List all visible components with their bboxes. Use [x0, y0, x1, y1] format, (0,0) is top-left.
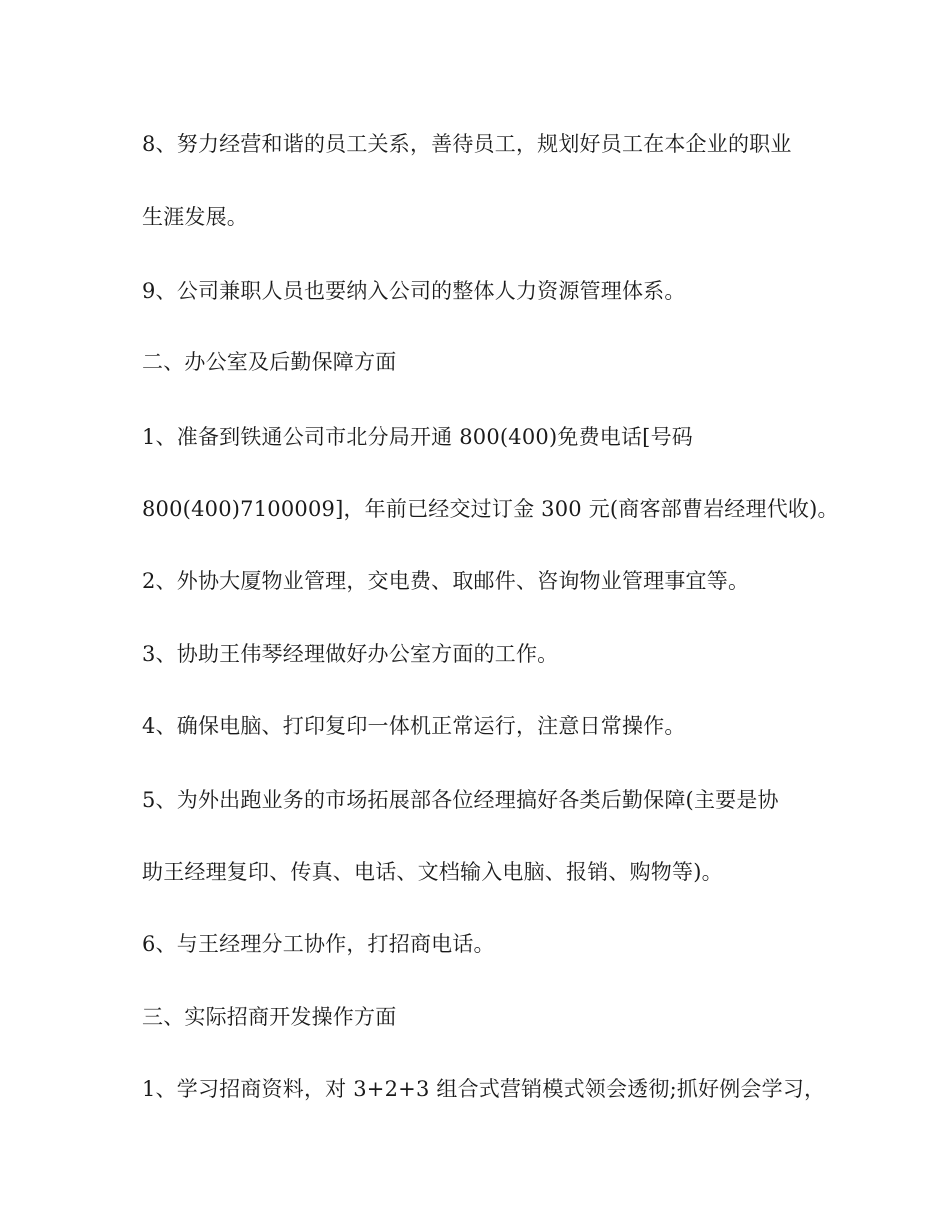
section-2-item-4: 4、确保电脑、打印复印一体机正常运行，注意日常操作。: [142, 714, 686, 738]
section-2-item-1-line-2: 800(400)7100009]，年前已经交过订金 300 元(商客部曹岩经理代收)。: [142, 497, 839, 521]
item-9: 9、公司兼职人员也要纳入公司的整体人力资源管理体系。: [142, 279, 686, 303]
section-2-item-1-line-1: 1、准备到铁通公司市北分局开通 800(400)免费电话[号码: [142, 425, 693, 449]
section-2-heading: 二、办公室及后勤保障方面: [142, 350, 397, 374]
section-3-heading: 三、实际招商开发操作方面: [142, 1005, 397, 1029]
section-2-item-5-line-2: 助王经理复印、传真、电话、文档输入电脑、报销、购物等)。: [142, 860, 723, 884]
section-2-item-5-line-1: 5、为外出跑业务的市场拓展部各位经理搞好各类后勤保障(主要是协: [142, 788, 779, 812]
section-3-item-1-line-1: 1、学习招商资料，对 3+2+3 组合式营销模式领会透彻;抓好例会学习，: [142, 1077, 826, 1101]
section-2-item-2: 2、外协大厦物业管理，交电费、取邮件、咨询物业管理事宜等。: [142, 569, 750, 593]
item-8-line-1: 8、努力经营和谐的员工关系，善待员工，规划好员工在本企业的职业: [142, 132, 792, 156]
section-2-item-6: 6、与王经理分工协作，打招商电话。: [142, 932, 495, 956]
item-8-line-2: 生涯发展。: [142, 205, 248, 229]
section-2-item-3: 3、协助王伟琴经理做好办公室方面的工作。: [142, 642, 559, 666]
